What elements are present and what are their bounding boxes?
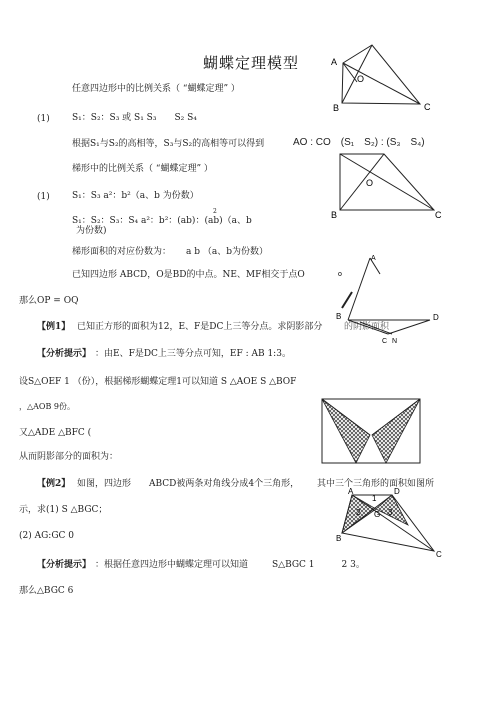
line-shadow-area: 从而阴影部分的面积为：	[19, 452, 119, 462]
label-g: G	[374, 510, 381, 519]
figure-trapezoid	[322, 146, 446, 222]
label-b: B	[331, 210, 338, 220]
line-bgc-6: 那么△BGC 6	[19, 586, 74, 596]
label-o: o	[338, 271, 342, 278]
hint-tag: 【分析提示】	[37, 349, 92, 359]
page-title: 蝴蝶定理模型	[203, 54, 300, 72]
example-1-text: 已知正方形的面积为12，E、F是DC上三等分点。求阴影部分	[77, 322, 323, 332]
example-1-tag: 【例1】	[37, 322, 71, 332]
line-s-four-ratio: S₁：S₂：S₃：S₄ a²：b²：(ab)：(ab)（a、b	[72, 216, 252, 226]
line-s-ratio: S₁：S₂：S₃ 或 S₁ S₃ S₂ S₄	[72, 113, 197, 123]
label-a: A	[331, 57, 338, 67]
line-op-oq: 那么OP = OQ	[19, 296, 79, 306]
label-d: D	[394, 487, 400, 496]
hint-2-text: ：根据任意四边形中蝴蝶定理可以知道	[95, 560, 249, 570]
figure-numbered-triangles	[336, 485, 450, 563]
line-ag-gc: (2) AG:GC 0	[19, 531, 74, 541]
label-o: O	[366, 178, 374, 188]
label-1: 1	[372, 494, 377, 503]
label-a: A	[348, 487, 354, 496]
superscript-small: 2	[213, 208, 217, 215]
label-o: O	[357, 74, 365, 84]
figure-square-shaded	[318, 395, 426, 467]
label-3: 3	[388, 508, 393, 517]
label-c: C	[436, 550, 442, 559]
label-d: D	[433, 313, 439, 322]
line-set-s: 设S△OEF 1 （份），根据梯形蝴蝶定理1可以知道 S △AOE S △BOF	[19, 377, 297, 387]
label-c: C	[382, 338, 388, 345]
line-quad-ratio-heading: 任意四边形中的比例关系（ “蝴蝶定理” ）	[72, 84, 240, 94]
figure-quad-abcd	[330, 250, 448, 348]
line-trap-area-value: a b （a、b为份数）	[186, 247, 268, 257]
figure-quadrilateral	[322, 40, 452, 114]
label-n: N	[392, 338, 398, 345]
line-quad-abcd: 已知四边形 ABCD，O是BD的中点。NE、MF相交于点O	[72, 270, 305, 280]
line-aob: ，△AOB 9份。	[19, 402, 75, 411]
line-trapezoid-heading: 梯形中的比例关系（ “蝴蝶定理” ）	[72, 164, 213, 174]
label-a: A	[371, 255, 376, 262]
example-2-text: 如图，四边形 ABCD被两条对角线分成4个三角形，	[77, 479, 300, 489]
item-number: (1)	[37, 192, 50, 202]
hint-1-text: ：由E、F是DC上三等分点可知，EF : AB 1:3。	[95, 349, 291, 359]
line-ade-bfc: 又△ADE △BFC (	[19, 428, 92, 438]
label-b: B	[336, 534, 342, 543]
line-trap-area-label: 梯形面积的对应份数为：	[72, 247, 172, 257]
label-b: B	[333, 103, 340, 113]
hint-2-tail: S△BGC 1 2 3。	[272, 560, 365, 570]
line-height-note: 根据S₁与S₂的高相等，S₃与S₂的高相等可以得到	[72, 139, 265, 149]
label-b: B	[336, 312, 342, 321]
label-2: 2	[356, 508, 361, 517]
example-2-tag: 【例2】	[37, 479, 71, 489]
example-2-tail: 其中三个三角形的面积如图所	[317, 479, 435, 489]
line-s1-s3: S₁：S₃ a²：b²（a、b 为份数）	[72, 191, 199, 201]
label-c: C	[435, 210, 442, 220]
example-1-tail: 的阴影面积	[344, 322, 390, 332]
formula-ao-co: AO : CO (S₁ S₂) : (S₃ S₄)	[293, 137, 425, 148]
line-share-note: 为份数)	[76, 226, 107, 236]
hint-tag: 【分析提示】	[37, 560, 92, 570]
item-number: (1)	[37, 114, 50, 124]
label-c: C	[424, 102, 431, 112]
line-find-sbgc: 示，求(1) S △BGC；	[19, 505, 108, 515]
